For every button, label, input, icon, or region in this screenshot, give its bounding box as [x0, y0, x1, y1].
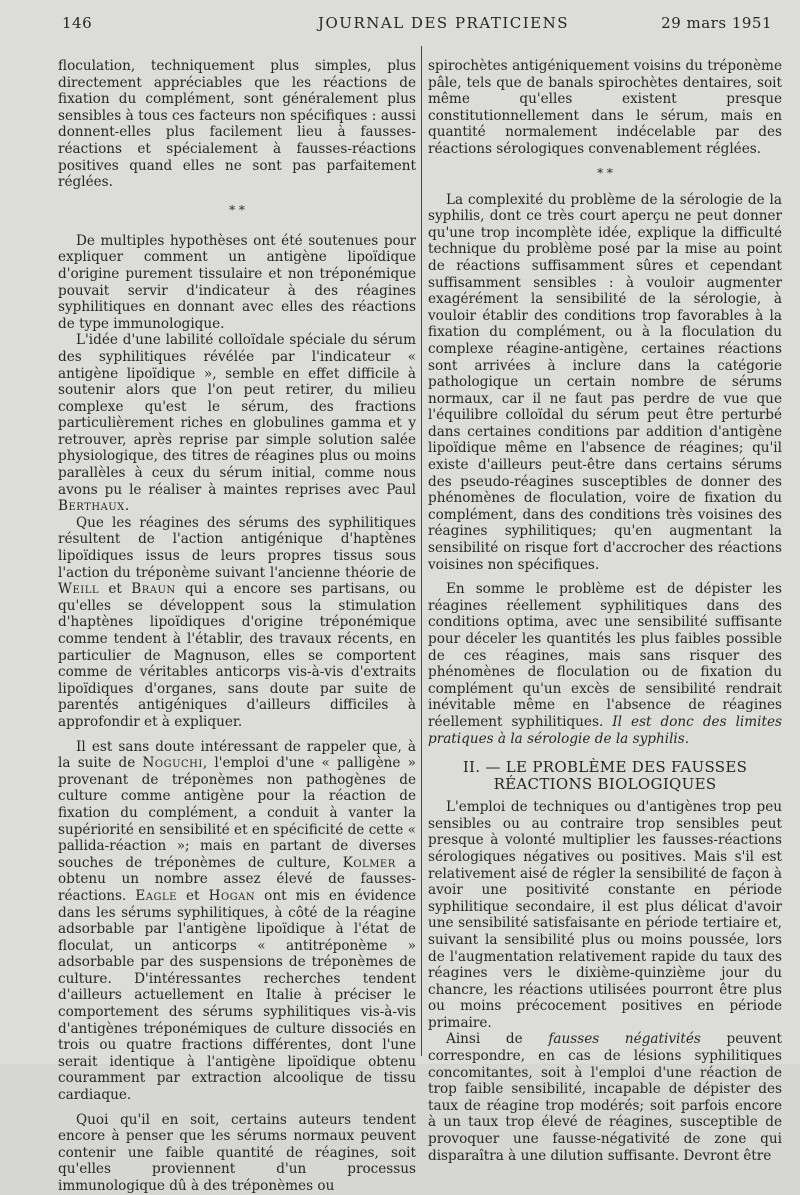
author-name: Hogan [208, 887, 256, 904]
text-run: peuvent correspondre, en cas de lésions syphilitiques concomitantes, soit à l'emploi d'une réaction de trop faible sensibilité, incapable de dépister des taux de réagine trop modérés; soit parfois encore à un taux trop élevé de réagines, susceptible de provoquer une fausse-négativité de zone qui disparaîtra à une dilution suffisante. Devront être [428, 1031, 782, 1164]
author-name: Noguchi [142, 755, 203, 772]
author-name: Eagle [135, 887, 177, 904]
paragraph: De multiples hypothèses ont été soutenues pour expliquer comment un antigène lipoïdique d'origine purement tissulaire et non tréponémique pouvait servir d'indicateur à des réagines syphilitiques en donnant avec elles des réactions de type immunologique. [58, 232, 416, 332]
text-run: qui a encore ses partisans, ou qu'elles se développent sous la stimulation d'haptènes lipoïdiques d'origine tréponémique comme tendent à l'établir, des travaux récents, en particulier de Magnuson, elles se comportent comme de véritables anticorps vis-à-vis d'extraits lipoïdiques d'organes, sans doute par suite de parentés antigéniques d'ailleurs difficiles à approfondir et à expliquer. [58, 581, 416, 730]
page-number: 146 [62, 14, 93, 32]
text-run: a obtenu un nombre assez élevé de fausses-réactions. [58, 854, 416, 904]
running-header [58, 8, 788, 36]
paragraph [58, 739, 416, 1104]
right-column [428, 58, 782, 1164]
paragraph [428, 1031, 782, 1164]
text-run: et [176, 887, 209, 904]
text-run: et [99, 581, 132, 598]
paragraph [58, 332, 416, 515]
author-name: Berthaux [58, 498, 125, 515]
text-run: En somme le problème est de dépister les réagines réellement syphilitiques dans des conditions optima, avec une sensibilité suffisante pour déceler les quantités les plus faibles possible de ces réagines, mais sans risquer des phénomènes de floculation ou de fixation du complément qu'un excès de sensibilité rendrait inévitable même en l'absence de réagines réellement syphilitiques. [428, 581, 782, 730]
section-heading: II. — LE PROBLÈME DES FAUSSES RÉACTIONS BIOLOGIQUES [462, 758, 748, 794]
emphasis-text: fausses négativités [548, 1031, 701, 1048]
text-run: Il est sans doute intéressant de rappeler que, à la suite de [58, 738, 416, 772]
text-run: . [124, 498, 130, 515]
author-name: Kolmer [342, 854, 396, 871]
paragraph: La complexité du problème de la sérologie de la syphilis, dont ce très court aperçu ne peut donner qu'une trop incomplète idée, explique la difficulté technique du problème posé par la mise au point de réactions suffisamment sûres et cependant suffisamment sensibles : à vouloir augmenter exagérément la sensibilité de la sérologie, à vouloir établir des conditions trop favorables à la fixation du complément, ou à la floculation du complexe réagine-antigène, certaines réactions sont arrivées à inclure dans la catégorie pathologique un certain nombre de sérums normaux, car il ne faut pas perdre de vue que l'équilibre colloïdal du sérum peut être perturbé dans certaines conditions par addition d'antigène lipoïdique même en l'absence de réagines; qu'il existe d'ailleurs peut-être dans certains sérums des pseudo-réagines susceptibles de donner des phénomènes de floculation, voire de fixation du complément, dans des conditions très voisines des réagines syphilitiques; qu'en augmentant la sensibilité on risque fort d'accrocher des réactions voisines non spécifiques. [428, 191, 782, 573]
emphasis-text: Il est donc des limites pratiques à la sérologie de la syphilis. [428, 713, 782, 747]
section-separator: * * [597, 165, 613, 180]
issue-date: 29 mars 1951 [661, 14, 772, 32]
paragraph [428, 581, 782, 747]
left-column [58, 58, 416, 1195]
journal-title: JOURNAL DES PRATICIENS [318, 14, 570, 32]
paragraph: floculation, techniquement plus simples, plus directement appréciables que les réactions de fixation du complément, sont généralement plus sensibles à tous ces facteurs non spécifiques : aussi donnent-elles plus facilement lieu à fausses-réactions et spécialement à fausses-réactions positives quand elles ne sont pas parfaitement réglées. [58, 58, 416, 191]
paragraph: L'emploi de techniques ou d'antigènes trop peu sensibles ou au contraire trop sensibles peut presque à volonté multiplier les fausses-réactions sérologiques négatives ou positives. Mais s'il est relativement aisé de régler la sensibilité de façon à avoir une positivité constante en période syphilitique secondaire, il est plus délicat d'avoir une sensibilité satisfaisante en période tertiaire et, suivant la sensibilité plus ou moins poussée, lors de l'augmentation relativement rapide du taux des réagines vers le dixième-quinzième jour du chancre, les réactions utilisées pourront être plus ou moins précocement positives en période primaire. [428, 799, 782, 1031]
section-separator: * * [229, 202, 245, 217]
author-name: Braun [131, 581, 176, 598]
paragraph: spirochètes antigéniquement voisins du tréponème pâle, tels que de banals spirochètes dentaires, soit même qu'elles existent presque constitutionnellement dans le sérum, mais en quantité normalement indécelable par des réactions sérologiques convenablement réglées. [428, 58, 782, 157]
text-run: Ainsi de [446, 1031, 549, 1048]
column-rule [421, 46, 422, 1056]
text-run: ont mis en évidence dans les sérums syphilitiques, à côté de la réagine adsorbable par l'antigène lipoïdique à l'état de floculat, un anticorps « antitréponème » adsorbable par des suspensions de tréponèmes de culture. D'intéressantes recherches tendent d'ailleurs actuellement en Italie à préciser le comportement des sérums syphilitiques vis-à-vis d'antigènes tréponémiques de culture dissociés en trois ou quatre fractions différentes, dont l'une serait identique à l'antigène lipoïdique obtenu couramment par extraction alcoolique de tissu cardiaque. [58, 887, 416, 1104]
paragraph: Quoi qu'il en soit, certains auteurs tendent encore à penser que les sérums normaux peuvent contenir une faible quantité de réagines, soit qu'elles proviennent d'un processus immunologique dû à des tréponèmes ou [58, 1111, 416, 1194]
text-run: Que les réagines des sérums des syphilitiques résultent de l'action antigénique d'haptènes lipoïdiques issus de leurs propres tissus sous l'action du tréponème suivant l'ancienne théorie de [58, 514, 416, 581]
text-run: L'idée d'une labilité colloïdale spéciale du sérum des syphilitiques révélée par l'indicateur « antigène lipoïdique », semble en effet difficile à soutenir alors que l'on peut retirer, du milieu complexe qu'est le sérum, des fractions particulièrement riches en globulines gamma et y retrouver, après reprise par simple solution salée physiologique, des titres de réagines plus ou moins parallèles à ceux du sérum initial, comme nous avons pu le réaliser à maintes reprises avec Paul [58, 332, 416, 498]
text-run: , l'emploi d'une « palligène » provenant de tréponèmes non pathogènes de culture comme antigène pour la réaction de fixation du complément, a conduit à vanter la supériorité en sensibilité et en spécificité de cette « pallida-réaction »; mais en partant de diverses souches de tréponèmes de culture, [58, 755, 416, 871]
author-name: Weill [58, 581, 100, 598]
paragraph [58, 515, 416, 731]
